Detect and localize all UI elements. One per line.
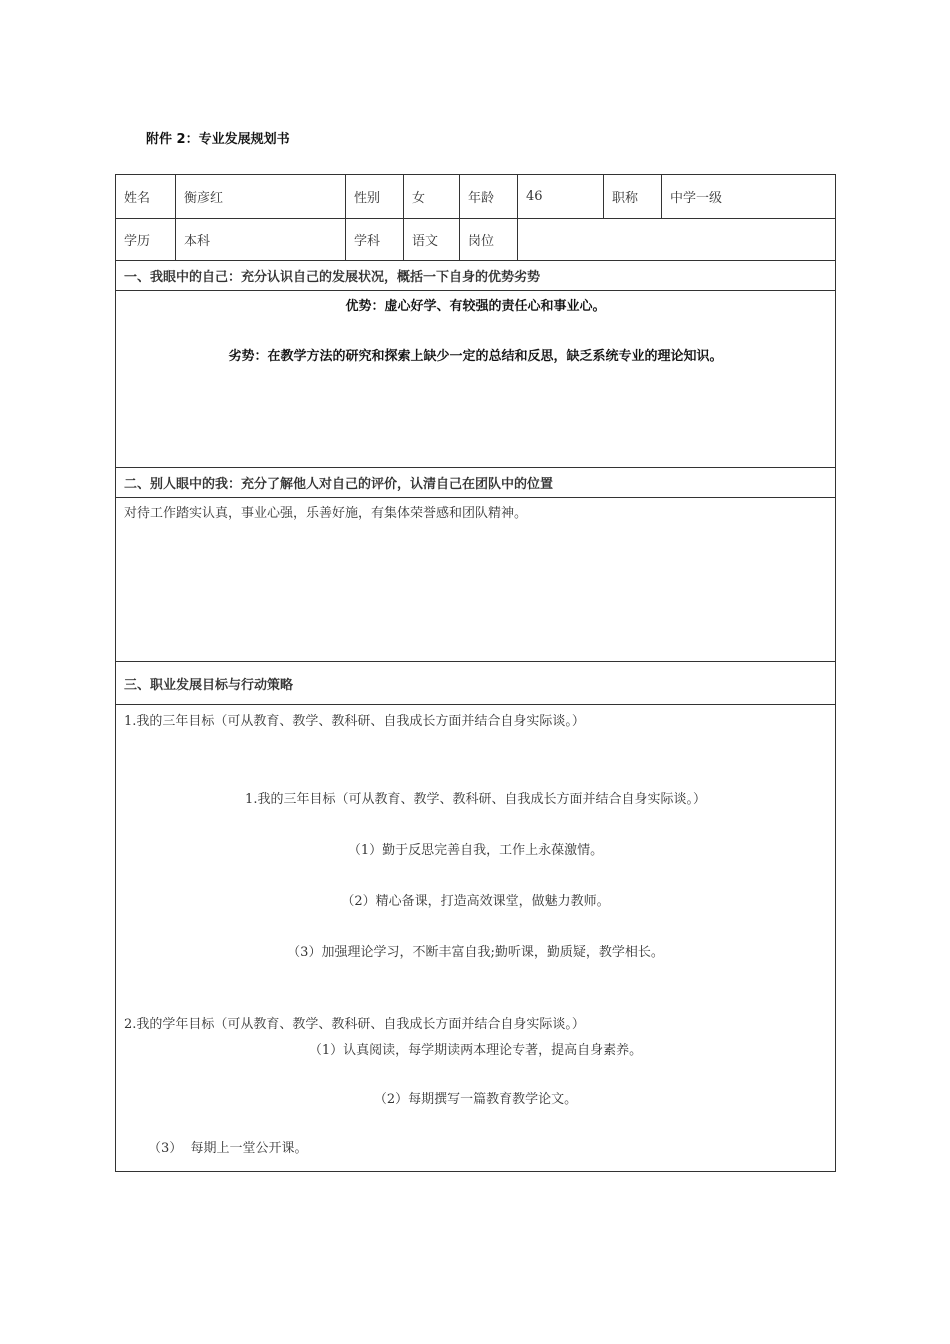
section2-heading: 二、别人眼中的我：充分了解他人对自己的评价，认清自己在团队中的位置	[116, 468, 836, 498]
info-row-2	[116, 219, 836, 261]
age-label: 年龄	[460, 175, 518, 219]
gender-label: 性别	[346, 175, 404, 219]
section3-heading-row	[116, 662, 836, 705]
subject-value: 语文	[404, 219, 460, 261]
school-year-item-2: （2）每期撰写一篇教育教学论文。	[373, 1092, 578, 1107]
school-year-goal-title: 2.我的学年目标（可从教育、教学、教科研、自我成长方面并结合自身实际谈。）	[124, 1017, 585, 1032]
section2-body-row	[116, 498, 836, 662]
three-year-goal-repeat: 1.我的三年目标（可从教育、教学、教科研、自我成长方面并结合自身实际谈。）	[245, 792, 706, 807]
section1-heading-row	[116, 261, 836, 291]
name-value: 衡彦红	[176, 175, 346, 219]
gender-value: 女	[404, 175, 460, 219]
section3-heading: 三、职业发展目标与行动策略	[116, 662, 836, 705]
school-year-item-1: （1）认真阅读，每学期读两本理论专著，提高自身素养。	[308, 1043, 643, 1058]
three-year-item-2: （2）精心备课，打造高效课堂，做魅力教师。	[341, 894, 610, 909]
section3-body-row	[116, 705, 836, 1172]
education-label: 学历	[116, 219, 176, 261]
three-year-goal-title: 1.我的三年目标（可从教育、教学、教科研、自我成长方面并结合自身实际谈。）	[124, 714, 585, 729]
strength-text: 优势：虚心好学、有较强的责任心和事业心。	[345, 299, 606, 314]
three-year-item-1: （1）勤于反思完善自我，工作上永葆激情。	[347, 843, 604, 858]
name-label: 姓名	[116, 175, 176, 219]
section2-heading-row	[116, 468, 836, 498]
subject-label: 学科	[346, 219, 404, 261]
section3-body	[116, 705, 836, 1172]
document-title: 附件 2：专业发展规划书	[146, 132, 290, 147]
post-value	[518, 219, 836, 261]
others-view-text: 对待工作踏实认真，事业心强，乐善好施，有集体荣誉感和团队精神。	[124, 506, 528, 521]
section1-body	[116, 291, 836, 468]
section2-body	[116, 498, 836, 662]
section1-body-row	[116, 291, 836, 468]
post-label: 岗位	[460, 219, 518, 261]
weakness-text: 劣势：在教学方法的研究和探索上缺少一定的总结和反思，缺乏系统专业的理论知识。	[228, 349, 723, 364]
title-value: 中学一级	[662, 175, 836, 219]
school-year-item-3: （3） 每期上一堂公开课。	[148, 1141, 308, 1156]
education-value: 本科	[176, 219, 346, 261]
development-plan-form	[115, 174, 836, 1172]
section1-heading: 一、我眼中的自己：充分认识自己的发展状况，概括一下自身的优势劣势	[116, 261, 836, 291]
info-row-1	[116, 175, 836, 219]
three-year-item-3: （3）加强理论学习，不断丰富自我;勤听课，勤质疑，教学相长。	[287, 945, 664, 960]
age-value: 46	[518, 175, 604, 219]
title-label: 职称	[604, 175, 662, 219]
